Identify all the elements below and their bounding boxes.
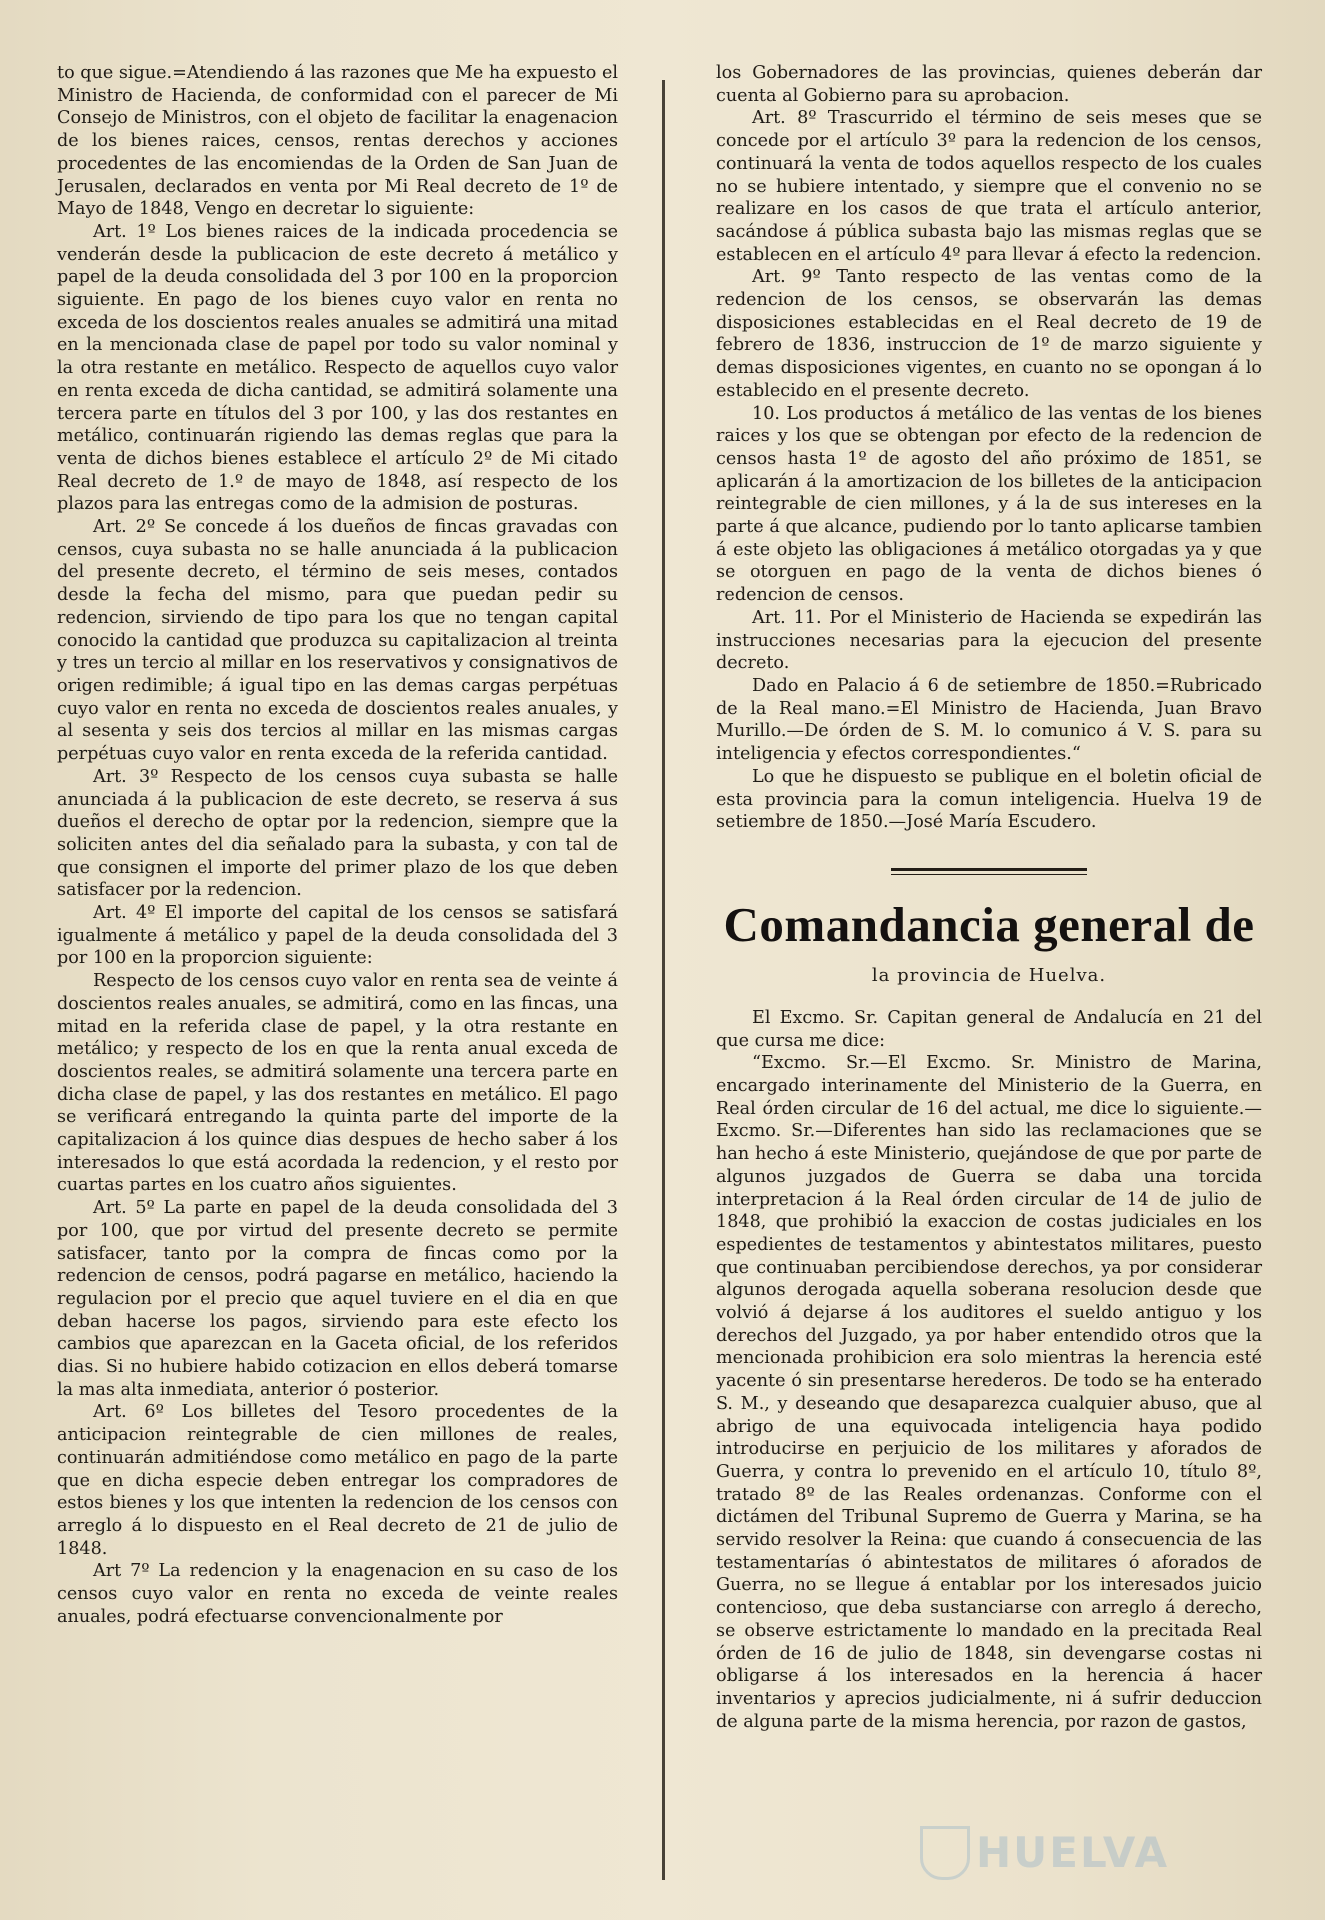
paragraph: los Gobernadores de las provincias, quienes deberán dar cuenta al Gobierno para su aprobacion. [716, 63, 1262, 106]
section-divider-ornament [891, 868, 1087, 877]
paragraph: Art. 4º El importe del capital de los censos se satisfará igualmente á metálico y papel de la deuda consolidada del 3 por 100 en la proporcion siguiente: [57, 903, 618, 969]
right-column [716, 62, 1262, 1733]
paragraph: Art. 9º Tanto respecto de las ventas como de la redencion de los censos, se observarán las demas disposiciones establecidas en el Real decreto de 19 de febrero de 1836, instruccion de 1º de marzo siguiente y demas disposiciones vigentes, en cuanto no se opongan á lo establecido en el presente decreto. [716, 267, 1262, 401]
paragraph: to que sigue.=Atendiendo á las razones que Me ha expuesto el Ministro de Hacienda, de conformidad con el parecer de Mi Consejo de Ministros, con el objeto de facilitar la enagenacion de los bienes raices, censos, rentas derechos y acciones procedentes de las encomiendas de la Orden de San Juan de Jerusalen, declarados en venta por Mi Real decreto de 1º de Mayo de 1848, Vengo en decretar lo siguiente: [57, 63, 618, 220]
paragraph: Art. 11. Por el Ministerio de Hacienda se expedirán las instrucciones necesarias para la ejecucion del presente decreto. [716, 607, 1262, 674]
paragraph: Art. 6º Los billetes del Tesoro procedentes de la anticipacion reintegrable de cien millones de reales, continuarán admitiéndose como metálico en pago de la parte que en dicha especie deben entregar los compradores de estos bienes y los que intenten la redencion de los censos con arreglo á lo dispuesto en el Real decreto de 21 de julio de 1848. [57, 1402, 618, 1559]
paragraph: Art. 2º Se concede á los dueños de fincas gravadas con censos, cuya subasta no se halle anunciada á la publicacion del presente decreto, el término de seis meses, contados desde la fecha del mismo, para que puedan pedir su redencion, sirviendo de tipo para los que no tengan capital conocido la cantidad que produzca su capitalizacion al treinta y tres un tercio al millar en los reservativos y consignativos de origen redimible; á igual tipo en las demas cargas perpétuas cuyo valor en renta no exceda de doscientos reales anuales, y al sesenta y seis dos tercios al millar en las mismas cargas perpétuas cuyo valor en renta exceda de la referida cantidad. [57, 517, 618, 765]
watermark: HUELVA [976, 1828, 1170, 1877]
paragraph: Art. 3º Respecto de los censos cuya subasta se halle anunciada á la publicacion de este decreto, se reserva á sus dueños el derecho de optar por la redencion, siempre que la soliciten antes del dia señalado para la subasta, y con tal de que consignen el importe del primer plazo de los que deben satisfacer por la redencion. [57, 766, 618, 901]
paragraph: Art 7º La redencion y la enagenacion en su caso de los censos cuyo valor en renta no exceda de veinte reales anuales, podrá efectuarse convencionalmente por [57, 1561, 618, 1627]
paragraph: El Excmo. Sr. Capitan general de Andalucía en 21 del que cursa me dice: [716, 1007, 1262, 1051]
paragraph: Art. 8º Trascurrido el término de seis meses que se concede por el artículo 3º para la redencion de los censos, continuará la venta de todos aquellos respecto de los cuales no se hubiere intentado, y siempre que el convenio no se realizare en los casos de que trata el artículo anterior, sacándose á pública subasta bajo las mismas reglas que se establecen en el artículo 4º para llevar á efecto la redencion. [716, 108, 1262, 265]
paragraph: Art. 5º La parte en papel de la deuda consolidada del 3 por 100, que por virtud del presente decreto se permite satisfacer, tanto por la compra de fincas como por la redencion de censos, podrá pagarse en metálico, haciendo la regulacion por el precio que aquel tuviere en el dia en que deban hacerse los pagos, sirviendo para este efecto los cambios que aparezcan en la Gaceta oficial, de los referidos dias. Si no hubiere habido cotizacion en ellos deberá tomarse la mas alta inmediata, anterior ó posterior. [57, 1198, 618, 1400]
paragraph: Respecto de los censos cuyo valor en renta sea de veinte á doscientos reales anuales, se admitirá, como en las fincas, una mitad en la referida clase de papel, y la otra restante en metálico; y respecto de los en que la renta anual exceda de doscientos reales, se admitirá solamente una tercera parte en dicha clase de papel, y las dos restantes en metálico. El pago se verificará entregando la quinta parte del importe de la capitalizacion á los quince dias despues de hecho saber á los interesados lo que está acordada la redencion, y el resto por cuartas partes en los cuatro años siguientes. [57, 971, 618, 1196]
paragraph: Lo que he dispuesto se publique en el boletin oficial de esta provincia para la comun inteligencia. Huelva 19 de setiembre de 1850.—José María Escudero. [716, 766, 1262, 833]
paragraph: “Excmo. Sr.—El Excmo. Sr. Ministro de Marina, encargado interinamente del Ministerio de la Guerra, en Real órden circular de 16 del actual, me dice lo siguiente.—Excmo. Sr.—Diferentes han sido las reclamaciones que se han hecho á este Ministerio, quejándose de que por parte de algunos juzgados de Guerra se daba una torcida interpretacion á la Real órden circular de 14 de julio de 1848, que prohibió la exaccion de costas judiciales en los espedientes de testamentos y abintestatos militares, puesto que continuaban percibiendose derechos, ya por considerar algunos derogada aquella soberana resolucion desde que volvió á dejarse á los auditores el sueldo antiguo y los derechos del Juzgado, ya por haber entendido otros que la mencionada prohibicion era solo mientras la herencia esté yacente ó sin presentarse herederos. De todo se ha enterado S. M., y deseando que desaparezca cualquier abuso, que al abrigo de una equivocada inteligencia haya podido introducirse en perjuicio de los militares y aforados de Guerra, y contra lo prevenido en el artículo 10, título 8º, tratado 8º de las Reales ordenanzas. Conforme con el dictámen del Tribunal Supremo de Guerra y Marina, se ha servido resolver la Reina: que cuando á consecuencia de las testamentarías ó abintestatos de militares ó aforados de Guerra, no se llegue á entablar por los interesados juicio contencioso, que deba sustanciarse con arreglo á derecho, se observe estrictamente lo mandado en la precitada Real órden de 16 de julio de 1848, sin devengarse costas ni obligarse á los interesados en la herencia á hacer inventarios y aprecios judicialmente, ni á sufrir deduccion de alguna parte de la misma herencia, por razon de gastos, [716, 1053, 1262, 1732]
paragraph: 10. Los productos á metálico de las ventas de los bienes raices y los que se obtengan por efecto de la redencion de censos hasta 1º de agosto del año próximo de 1851, se aplicarán á la amortizacion de los billetes de la anticipacion reintegrable de cien millones, y á la de sus intereses en la parte á que alcance, pudiendo por lo tanto aplicarse tambien á este objeto las obligaciones á metálico otorgadas ya y que se otorguen en pago de la venta de dichos bienes ó redencion de censos. [716, 403, 1262, 606]
left-column [57, 62, 618, 1629]
section-subtitle: la provincia de Huelva. [871, 964, 1107, 986]
column-divider [662, 80, 665, 1880]
section-title: Comandancia general de [723, 896, 1255, 952]
paragraph: Dado en Palacio á 6 de setiembre de 1850.=Rubricado de la Real mano.=El Ministro de Hacienda, Juan Bravo Murillo.—De órden de S. M. lo comunico á V. S. para su inteligencia y efectos correspondientes.“ [716, 675, 1262, 765]
paragraph: Art. 1º Los bienes raices de la indicada procedencia se venderán desde la publicacion de este decreto á metálico y papel de la deuda consolidada del 3 por 100 en la proporcion siguiente. En pago de los bienes cuyo valor en renta no exceda de los doscientos reales anuales se admitirá una mitad en la mencionada clase de papel por todo su valor nominal y la otra restante en metálico. Respecto de aquellos cuyo valor en renta exceda de dicha cantidad, se admitirá solamente una tercera parte en títulos del 3 por 100, y las dos restantes en metálico, continuarán rigiendo las demas reglas que para la venta de dichos bienes establece el artículo 2º de Mi citado Real decreto de 1.º de mayo de 1848, así respecto de los plazos para las entregas como de la admision de posturas. [57, 221, 618, 515]
